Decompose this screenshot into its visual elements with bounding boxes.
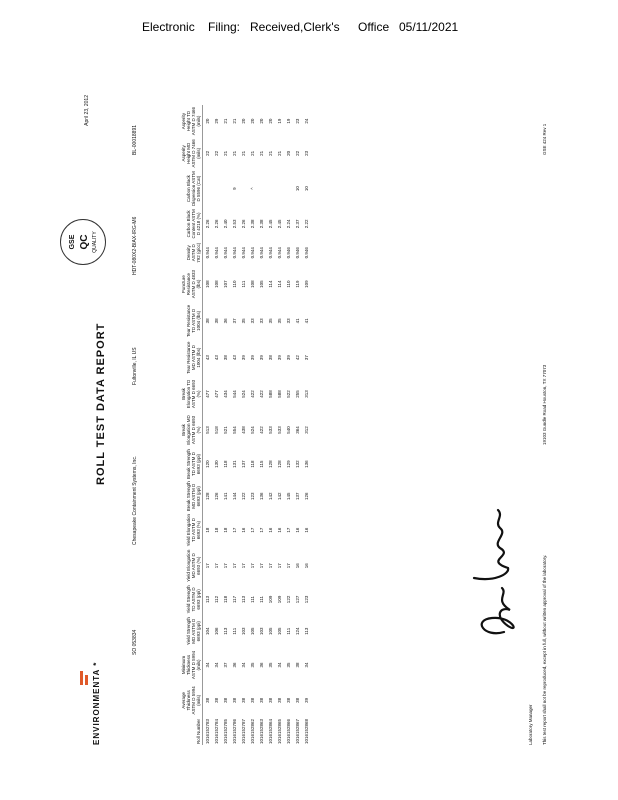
table-cell: 22 xyxy=(213,150,219,156)
roll-number-cell: 1016152787 xyxy=(240,718,246,744)
table-cell: 110 xyxy=(285,280,291,288)
table-body xyxy=(202,105,311,745)
table-cell: 132 xyxy=(294,460,300,468)
table-cell: 16 xyxy=(276,527,282,533)
product-code: HDT-080X2-BIAX-IRG-M6 xyxy=(132,216,138,275)
table-cell: 126 xyxy=(303,492,309,501)
table-cell: 111 xyxy=(231,627,237,635)
brand-logo xyxy=(80,645,90,685)
table-cell: 17 xyxy=(222,563,228,569)
column-header: Density ASTM D 792 (g/cc) xyxy=(185,242,201,263)
table-cell: 10 xyxy=(303,186,309,192)
table-cell: 38 xyxy=(276,697,282,703)
column-header: Asperity Height TD ASTM D 7466 (mils) xyxy=(180,106,201,136)
filing-office: Office xyxy=(358,20,390,34)
table-cell xyxy=(239,169,248,207)
table-cell: 522 xyxy=(285,390,291,398)
table-cell: 36 xyxy=(231,662,237,668)
table-cell xyxy=(202,169,212,207)
table-cell: 2.24 xyxy=(285,219,291,229)
table-cell: 35 xyxy=(240,318,246,324)
table-cell: 39 xyxy=(258,355,264,361)
table-row xyxy=(248,105,257,745)
table-cell: 38 xyxy=(294,662,300,668)
column-header: Carbon Black Dispersion ASTM D 5596 (Cat) xyxy=(185,171,201,206)
table-row xyxy=(275,105,284,745)
table-cell: 33 xyxy=(258,318,264,324)
table-cell: 2.26 xyxy=(213,219,219,229)
table-cell: 38 xyxy=(267,697,273,703)
table-cell: 123 xyxy=(249,492,255,501)
table-cell: 108 xyxy=(249,280,255,288)
table-cell: 109 xyxy=(267,595,273,604)
table-cell: 588 xyxy=(276,390,282,398)
roll-number-cell: 1016152783 xyxy=(204,718,210,744)
table-cell: 123 xyxy=(303,595,309,604)
table-cell: 20 xyxy=(258,118,264,124)
table-cell: 16 xyxy=(294,527,300,533)
table-cell: 19 xyxy=(285,118,291,124)
table-cell: 0.944 xyxy=(222,247,228,259)
table-cell: 110 xyxy=(231,280,237,288)
table-cell: 38 xyxy=(285,697,291,703)
column-header: Break Strength MD ASTM D 6693 (ppi) xyxy=(185,481,201,512)
handwritten-signature xyxy=(464,490,524,640)
column-header: Break Elongation TD ASTM D 6693 (%) xyxy=(180,379,201,409)
table-cell: 477 xyxy=(213,390,219,398)
so-number: SO 053834 xyxy=(132,629,138,655)
table-cell: 119 xyxy=(294,280,300,288)
table-cell: 17 xyxy=(249,563,255,569)
table-header-row xyxy=(158,105,202,745)
table-cell: 422 xyxy=(258,426,264,434)
table-cell: 114 xyxy=(267,280,273,288)
table-cell: 118 xyxy=(249,460,255,468)
column-header: Break Strength TD ASTM D 6693 (ppi) xyxy=(185,449,201,480)
table-cell: 21 xyxy=(249,150,255,156)
table-cell: 19 xyxy=(276,118,282,124)
table-cell: 142 xyxy=(267,492,273,501)
table-cell: 0.944 xyxy=(240,247,246,259)
table-cell: 38 xyxy=(213,697,219,703)
column-header: Minimum Thickness ASTM D 5994 (mils) xyxy=(180,650,201,680)
filing-received: Received,Clerk's xyxy=(250,20,340,34)
table-cell: 130 xyxy=(213,460,219,468)
column-header: Roll Number xyxy=(195,718,201,744)
table-cell: 2.38 xyxy=(258,219,264,229)
table-cell: 434 xyxy=(222,390,228,398)
table-cell: 33 xyxy=(285,318,291,324)
table-cell: 136 xyxy=(258,492,264,501)
table-cell: 126 xyxy=(213,492,219,501)
table-cell: 255 xyxy=(294,390,300,398)
table-cell xyxy=(257,169,266,207)
table-cell: 0.946 xyxy=(285,247,291,259)
table-cell: 17 xyxy=(258,527,264,533)
table-row xyxy=(293,105,302,745)
column-header: Yield Strength TD ASTM D 6693 (ppi) xyxy=(185,585,201,614)
table-row xyxy=(284,105,293,745)
table-cell: 16 xyxy=(303,563,309,569)
table-cell: 21 xyxy=(231,118,237,124)
table-cell: 2.45 xyxy=(276,219,282,229)
table-cell: 422 xyxy=(258,390,264,398)
table-cell: 38 xyxy=(204,318,210,324)
brand-name: ENVIRONMENTA * xyxy=(92,661,101,745)
table-cell: 21 xyxy=(222,150,228,156)
roll-number-cell: 1016152784 xyxy=(213,718,219,744)
table-cell: 23 xyxy=(303,150,309,156)
column-header: Puncture Resistance ASTM D 4833 (lbs) xyxy=(180,269,201,299)
table-cell: 18 xyxy=(213,527,219,533)
table-cell: 533 xyxy=(267,426,273,434)
table-cell: 118 xyxy=(222,595,228,604)
table-cell: 34 xyxy=(213,662,219,668)
table-cell: 16 xyxy=(294,563,300,569)
table-row xyxy=(266,105,275,745)
table-cell: 0.944 xyxy=(204,247,210,259)
table-cell: 38 xyxy=(204,697,210,703)
table-cell: 115 xyxy=(258,460,264,468)
table-cell: 21 xyxy=(231,150,237,156)
table-cell: 22 xyxy=(204,150,210,156)
table-cell: 23 xyxy=(294,118,300,124)
column-header: Tear Resistance MD ASTM D 1004 (lbs) xyxy=(185,341,201,374)
table-row xyxy=(221,105,230,745)
table-cell: 34 xyxy=(303,662,309,668)
table-cell: 114 xyxy=(276,280,282,288)
table-cell: 0.944 xyxy=(267,247,273,259)
table-row xyxy=(302,105,311,745)
table-cell: 533 xyxy=(276,426,282,434)
table-cell: 21 xyxy=(276,150,282,156)
table-cell: 108 xyxy=(204,280,210,288)
roll-number-cell: 1016152865 xyxy=(276,718,282,744)
table-cell: 38 xyxy=(267,355,273,361)
table-cell: 18 xyxy=(204,527,210,533)
table-cell: 106 xyxy=(213,627,219,635)
table-cell: 10 xyxy=(294,186,300,192)
table-cell: 2.53 xyxy=(231,219,237,229)
table-cell xyxy=(266,169,275,207)
table-cell: 2.40 xyxy=(222,219,228,229)
table-cell: ^ xyxy=(249,187,255,190)
report-title: ROLL TEST DATA REPORT xyxy=(95,322,107,485)
table-cell: 16 xyxy=(267,527,273,533)
column-header: Tear Resistance TD ASTM D 1004 (lbs) xyxy=(185,304,201,338)
table-cell: 105 xyxy=(276,627,282,635)
table-cell: 103 xyxy=(258,627,264,635)
table-cell: 518 xyxy=(213,426,219,434)
table-cell: 109 xyxy=(276,595,282,604)
table-cell: 109 xyxy=(303,280,309,288)
table-cell: 364 xyxy=(294,426,300,434)
table-cell: 103 xyxy=(240,627,246,635)
table-cell: 0.944 xyxy=(258,247,264,259)
table-cell: 122 xyxy=(285,595,291,604)
table-row xyxy=(212,105,221,745)
table-row xyxy=(239,105,248,745)
column-header: Yield Elongation MD ASTM D 6693 (%) xyxy=(185,549,201,582)
table-cell: 17 xyxy=(231,563,237,569)
table-cell: 39 xyxy=(276,355,282,361)
table-cell: 117 xyxy=(231,595,237,604)
roll-number-cell: 1016152868 xyxy=(303,718,309,744)
table-cell: 2.26 xyxy=(240,219,246,229)
table-cell: 17 xyxy=(231,527,237,533)
table-cell: 20 xyxy=(285,150,291,156)
table-cell: 20 xyxy=(249,118,255,124)
roll-number-cell: 1016152862 xyxy=(249,718,255,744)
customer-name: Chesapeake Containment Systems, Inc. xyxy=(132,455,138,545)
table-cell: 145 xyxy=(285,492,291,501)
roll-number-cell: 1016152864 xyxy=(267,718,273,744)
column-header: Break Elongation MD ASTM D 6693 (%) xyxy=(180,415,201,445)
table-cell: 0.944 xyxy=(231,247,237,259)
table-cell: 105 xyxy=(258,280,264,288)
table-cell: 37 xyxy=(303,355,309,361)
table-cell: 22 xyxy=(294,150,300,156)
table-cell: 16 xyxy=(240,527,246,533)
table-cell: 0.944 xyxy=(213,247,219,259)
table-cell: 35 xyxy=(267,318,273,324)
roll-test-table xyxy=(158,105,311,745)
table-cell: 111 xyxy=(285,627,291,635)
table-cell: 38 xyxy=(258,697,264,703)
table-cell: 544 xyxy=(231,390,237,398)
roll-number-cell: 1016152867 xyxy=(294,718,300,744)
table-cell: 118 xyxy=(222,460,228,468)
rotated-report xyxy=(69,85,550,745)
table-cell: 131 xyxy=(231,460,237,468)
lot-number: BL-00018891 xyxy=(132,124,138,155)
table-cell: 141 xyxy=(222,492,228,501)
table-cell: 29 xyxy=(213,118,219,124)
table-cell: 34 xyxy=(204,662,210,668)
table-cell: 35 xyxy=(285,662,291,668)
table-cell xyxy=(212,169,221,207)
column-header: Asperity Height MD ASTM D 7466 (mils) xyxy=(180,139,201,168)
table-cell: 39 xyxy=(249,355,255,361)
table-cell: 36 xyxy=(222,318,228,324)
table-cell: 21 xyxy=(240,150,246,156)
table-cell: 16 xyxy=(303,527,309,533)
table-cell: 313 xyxy=(303,390,309,398)
table-cell: 38 xyxy=(249,697,255,703)
table-cell: 0.946 xyxy=(294,247,300,259)
table-cell: 137 xyxy=(240,460,246,468)
table-row xyxy=(230,105,239,745)
table-cell: 111 xyxy=(249,596,255,603)
filing-stamp-header xyxy=(0,20,618,38)
lab-address: 19103 Gundle Road Houston, TX 77073 xyxy=(542,364,547,445)
column-header: Average Thickness ASTM D 5994 (mils) xyxy=(180,686,201,715)
table-cell: 20 xyxy=(240,118,246,124)
table-cell: 39 xyxy=(303,697,309,703)
column-header: Yield Elongation TD ASTM D 6693 (%) xyxy=(185,513,201,547)
table-cell: 17 xyxy=(240,563,246,569)
roll-number-cell: 1016152785 xyxy=(222,718,228,744)
table-cell: 39 xyxy=(285,355,291,361)
table-cell: 588 xyxy=(267,390,273,398)
table-cell: 142 xyxy=(276,492,282,501)
customer-location: Fultonville, IL US xyxy=(132,347,138,385)
disclaimer: This test report shall not be reproduced, except in full, without written approval of the laboratory. xyxy=(542,554,547,745)
table-cell: 104 xyxy=(204,627,210,635)
table-cell: 524 xyxy=(249,426,255,434)
table-cell: 33 xyxy=(249,318,255,324)
table-cell xyxy=(275,169,284,207)
table-cell: 18 xyxy=(222,527,228,533)
table-cell: 477 xyxy=(204,390,210,398)
table-cell: 17 xyxy=(249,527,255,533)
table-cell xyxy=(284,169,293,207)
table-cell: 120 xyxy=(204,460,210,468)
table-cell: 35 xyxy=(267,662,273,668)
table-cell: 136 xyxy=(303,460,309,468)
table-cell: 17 xyxy=(258,563,264,569)
table-cell: 17 xyxy=(276,563,282,569)
table-cell: 129 xyxy=(285,460,291,468)
table-cell: 108 xyxy=(213,280,219,288)
table-cell: 35 xyxy=(249,662,255,668)
table-cell: 37 xyxy=(222,662,228,668)
table-cell: 422 xyxy=(249,390,255,398)
table-cell: 128 xyxy=(267,460,273,468)
table-cell: 111 xyxy=(258,596,264,603)
table-cell: 43 xyxy=(213,355,219,361)
table-cell: 124 xyxy=(294,627,300,635)
table-cell: 21 xyxy=(222,118,228,124)
table-cell: 438 xyxy=(240,426,246,434)
table-cell: 128 xyxy=(276,460,282,468)
table-cell: 127 xyxy=(294,595,300,604)
table-cell: 312 xyxy=(303,426,309,434)
table-cell: 112 xyxy=(213,595,219,604)
table-cell: 107 xyxy=(222,280,228,288)
table-cell: 2.45 xyxy=(267,219,273,229)
table-cell: 540 xyxy=(285,426,291,434)
table-cell: 42 xyxy=(294,355,300,361)
table-cell: 17 xyxy=(204,563,210,569)
column-header: Carbon Black Content ASTM D 4218 (%) xyxy=(185,209,201,239)
table-cell: 21 xyxy=(258,150,264,156)
table-cell: 37 xyxy=(231,318,237,324)
table-cell: 43 xyxy=(204,355,210,361)
table-cell: 41 xyxy=(303,318,309,324)
table-cell: 20 xyxy=(267,118,273,124)
table-cell: 17 xyxy=(213,563,219,569)
table-cell: 0.944 xyxy=(276,247,282,259)
table-cell: 0.946 xyxy=(303,247,309,259)
table-cell: 105 xyxy=(249,627,255,635)
form-number: GSE 424 Rev 1 xyxy=(542,123,547,155)
table-cell: 41 xyxy=(294,318,300,324)
filing-date: 05/11/2021 xyxy=(399,20,459,34)
table-cell: 20 xyxy=(204,118,210,124)
filing-electronic: Electronic xyxy=(142,20,195,34)
roll-number-cell: 1016152866 xyxy=(285,718,291,744)
table-cell: 2.26 xyxy=(204,219,210,229)
table-cell: 513 xyxy=(204,426,210,434)
filing-label: Filing: xyxy=(208,20,241,34)
roll-number-cell: 1016152863 xyxy=(258,718,264,744)
column-header: Yield Strength MD ASTM D 6693 (ppi) xyxy=(185,617,201,646)
table-cell: 34 xyxy=(276,662,282,668)
table-cell: 38 xyxy=(231,697,237,703)
table-cell: 9 xyxy=(231,187,237,190)
table-cell: 137 xyxy=(294,492,300,501)
table-cell xyxy=(221,169,230,207)
table-cell: 2.22 xyxy=(303,219,309,229)
table-cell: 128 xyxy=(204,492,210,501)
table-cell: 111 xyxy=(240,280,246,288)
lab-manager-label: Laboratory Manager xyxy=(528,704,533,745)
table-cell: 113 xyxy=(303,627,309,635)
table-cell: 24 xyxy=(303,118,309,124)
table-cell: 2.37 xyxy=(294,219,300,229)
table-row xyxy=(257,105,266,745)
table-cell: 524 xyxy=(240,390,246,398)
table-cell: 38 xyxy=(222,697,228,703)
table-cell: 38 xyxy=(240,697,246,703)
table-cell: 21 xyxy=(267,150,273,156)
table-row xyxy=(202,105,212,745)
table-cell: 521 xyxy=(222,426,228,434)
qc-seal: GSE QC QUALITY xyxy=(60,219,106,265)
table-cell: 122 xyxy=(240,492,246,501)
table-cell: 38 xyxy=(222,355,228,361)
table-cell: 38 xyxy=(213,318,219,324)
table-cell: 0.944 xyxy=(249,247,255,259)
roll-number-cell: 1016152786 xyxy=(231,718,237,744)
table-cell: 554 xyxy=(231,426,237,434)
table-cell: 17 xyxy=(285,563,291,569)
table-cell: 105 xyxy=(267,627,273,635)
table-cell: 113 xyxy=(204,595,210,604)
table-cell: 17 xyxy=(267,563,273,569)
table-cell: 38 xyxy=(294,697,300,703)
table-cell: 35 xyxy=(276,318,282,324)
table-cell: 2.38 xyxy=(249,219,255,229)
table-cell: 113 xyxy=(240,595,246,604)
table-cell: 34 xyxy=(240,662,246,668)
table-cell: 17 xyxy=(285,527,291,533)
table-cell: 39 xyxy=(240,355,246,361)
table-cell: 113 xyxy=(222,627,228,635)
table-cell: 144 xyxy=(231,492,237,501)
table-cell: 36 xyxy=(258,662,264,668)
table-cell: 43 xyxy=(231,355,237,361)
report-date: April 23, 2012 xyxy=(84,95,90,126)
